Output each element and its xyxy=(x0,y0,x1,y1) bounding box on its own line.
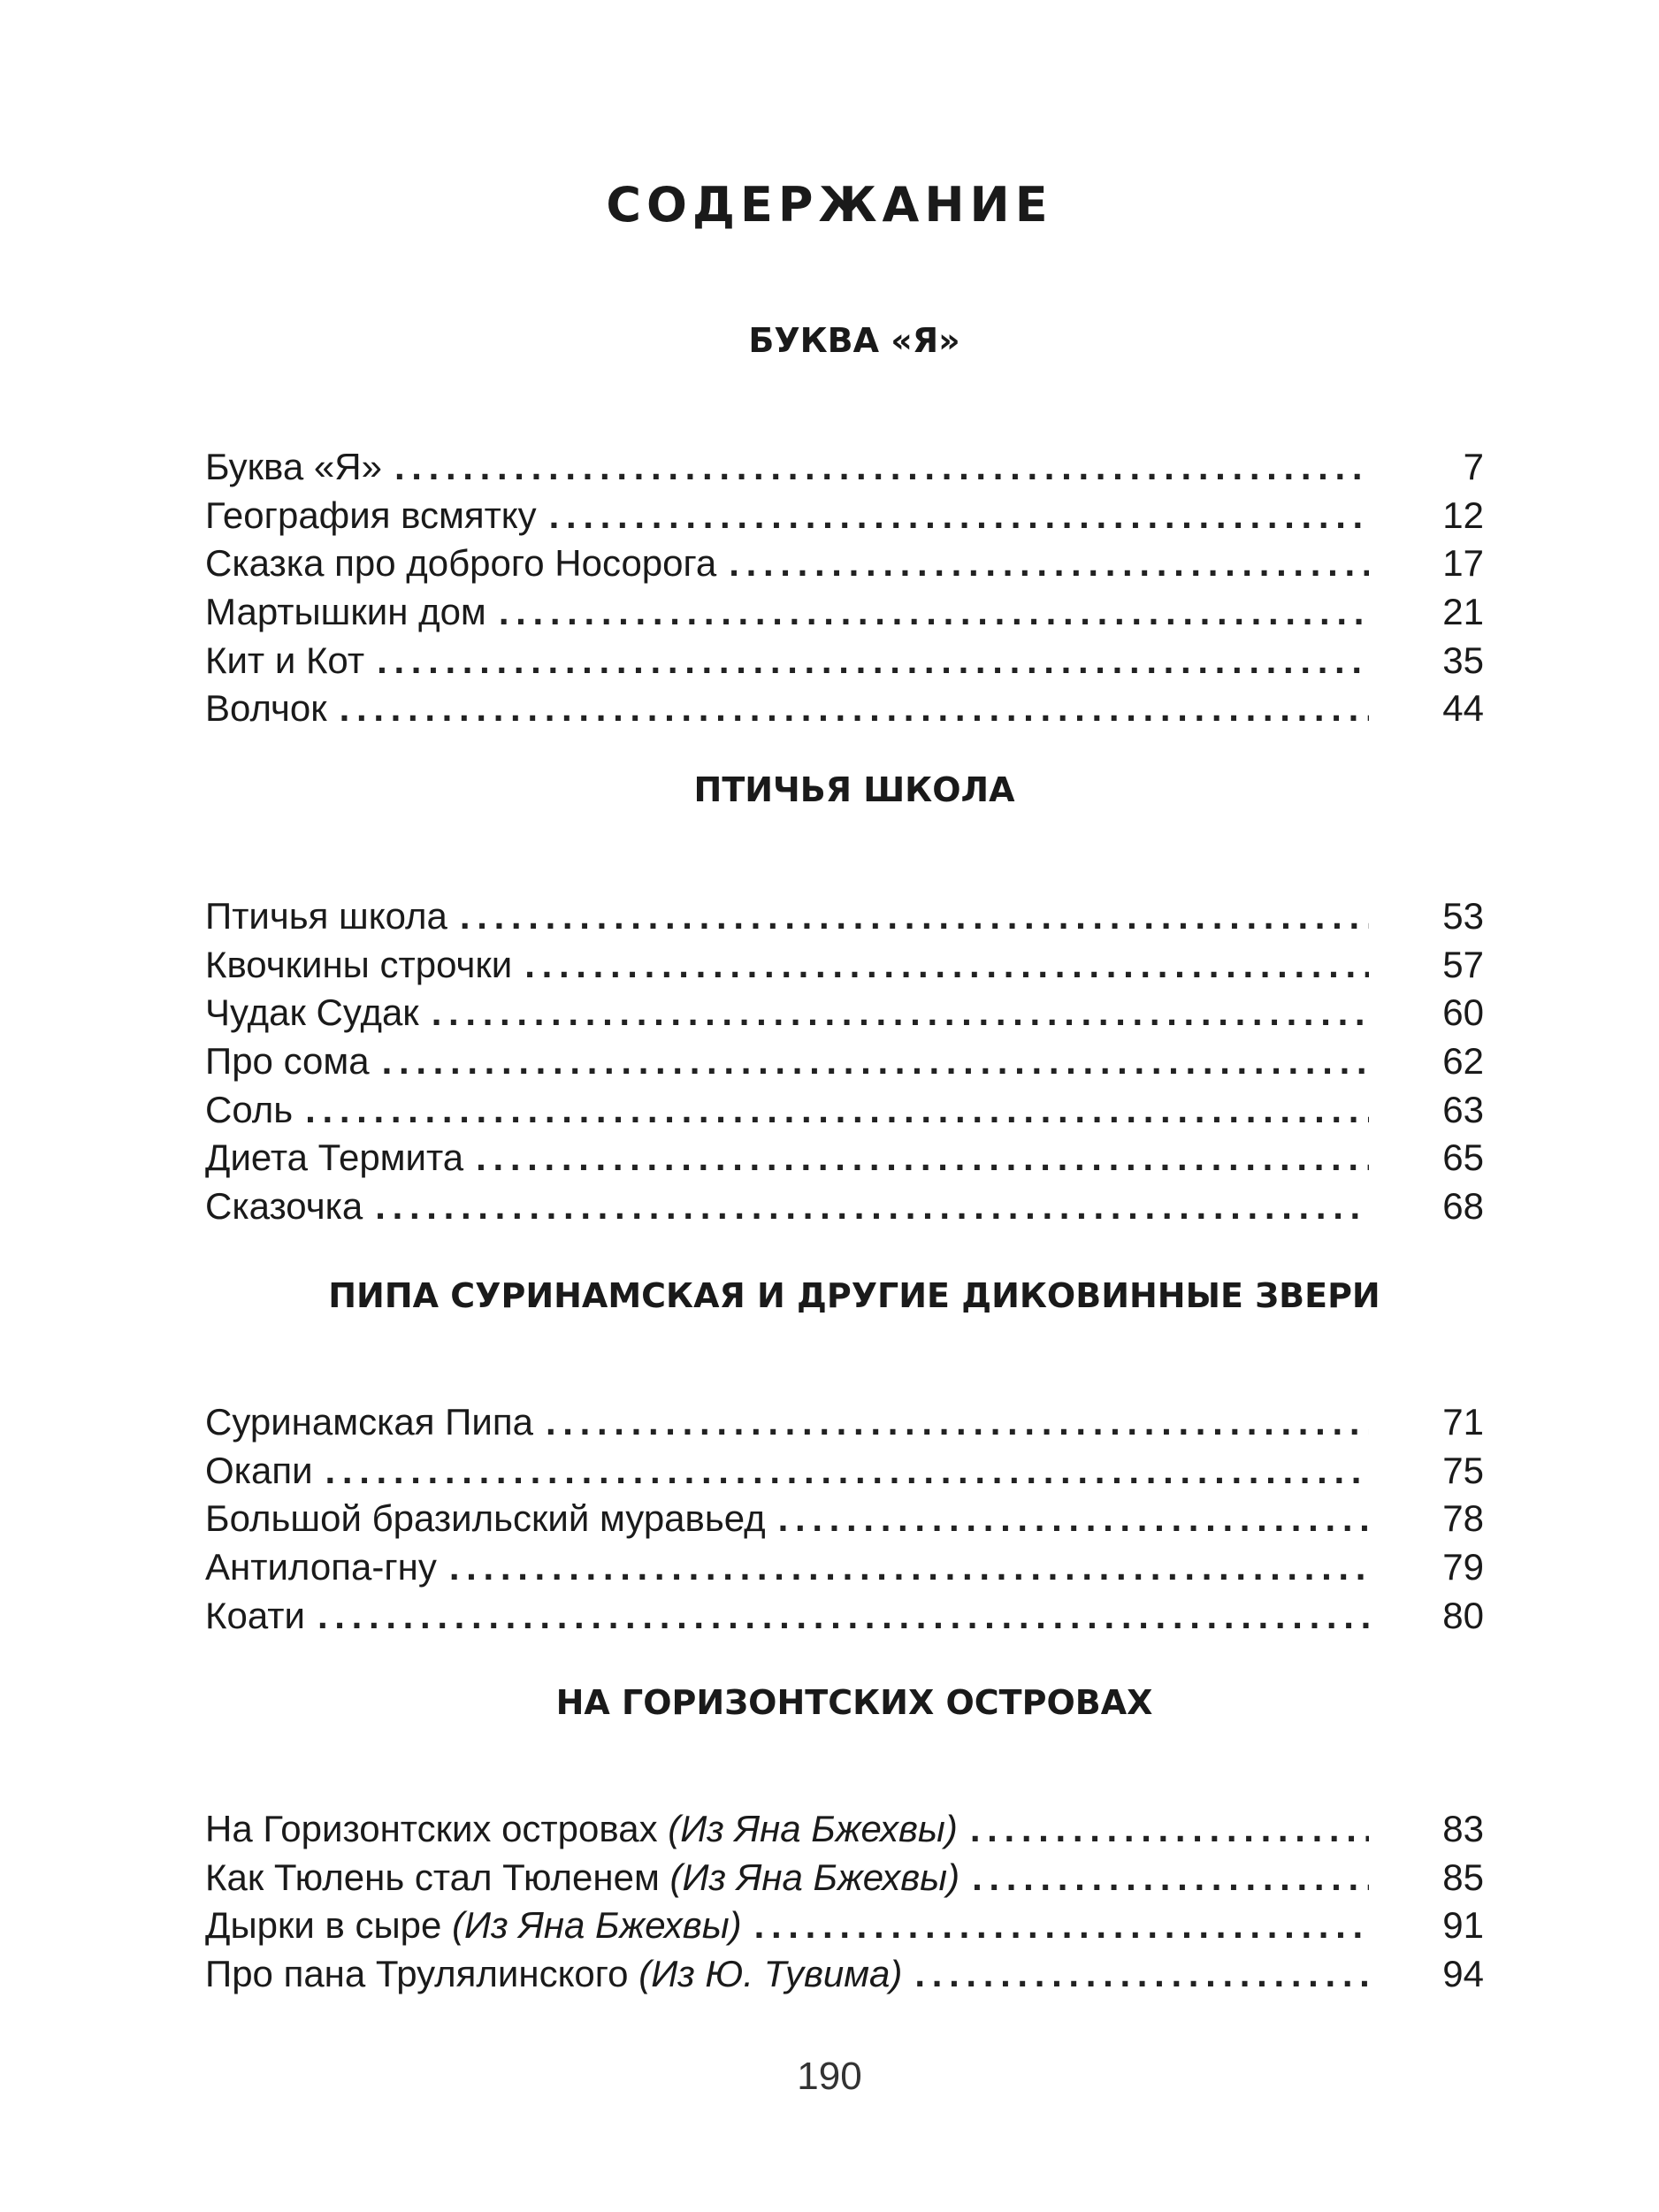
entry-title xyxy=(205,1447,325,1496)
toc-entry xyxy=(205,637,1484,685)
toc-entry xyxy=(205,1398,1484,1447)
entry-title xyxy=(205,989,432,1037)
toc-entry xyxy=(205,1543,1484,1592)
entry-page-number: 60 xyxy=(1442,991,1484,1034)
dot-leader xyxy=(340,685,1369,733)
entry-title-text: На Горизонтских островах xyxy=(205,1808,658,1849)
toc-entry xyxy=(205,989,1484,1037)
toc-entry xyxy=(205,443,1484,492)
section-heading: НА ГОРИЗОНТСКИХ ОСТРОВАХ xyxy=(555,1683,1153,1722)
entry-title-text: Птичья школа xyxy=(205,895,447,937)
toc-section xyxy=(205,1676,1484,1999)
toc-entry xyxy=(205,685,1484,733)
dot-leader xyxy=(317,1592,1369,1641)
entry-title-text: Диета Термита xyxy=(205,1137,464,1179)
entry-title xyxy=(205,1950,914,1999)
entry-page-number: 75 xyxy=(1442,1449,1484,1491)
entry-title xyxy=(205,685,340,733)
dot-leader xyxy=(970,1805,1369,1854)
page-number: 190 xyxy=(797,2055,862,2098)
entry-page-number: 21 xyxy=(1442,591,1484,633)
entry-page-number: 71 xyxy=(1442,1401,1484,1443)
toc-list xyxy=(205,892,1484,1231)
toc-section xyxy=(205,314,1484,733)
entry-title-text: География всмятку xyxy=(205,494,537,536)
entry-title xyxy=(205,540,729,588)
dot-leader xyxy=(778,1495,1369,1543)
entry-title-text: Как Тюлень стал Тюленем xyxy=(205,1856,660,1898)
toc-entry xyxy=(205,1805,1484,1854)
dot-leader xyxy=(972,1854,1369,1902)
entry-title xyxy=(205,1134,476,1183)
toc-list xyxy=(205,443,1484,733)
entry-title-text: Соль xyxy=(205,1088,294,1130)
entry-title-text: Кит и Кот xyxy=(205,639,365,681)
entry-title xyxy=(205,1902,754,1950)
entry-title xyxy=(205,588,499,637)
toc-entry xyxy=(205,941,1484,990)
entry-title xyxy=(205,1805,970,1854)
entry-page-number: 65 xyxy=(1442,1137,1484,1179)
section-heading: ПТИЧЬЯ ШКОЛА xyxy=(693,770,1015,809)
entry-page-number: 53 xyxy=(1442,895,1484,937)
toc-entry xyxy=(205,1037,1484,1086)
entry-page-number: 35 xyxy=(1442,639,1484,681)
entry-page-number: 57 xyxy=(1442,943,1484,985)
entry-title xyxy=(205,492,549,540)
entry-title xyxy=(205,1592,317,1641)
entry-title-text: Коати xyxy=(205,1594,305,1636)
toc-entry xyxy=(205,492,1484,540)
toc-list xyxy=(205,1805,1484,1999)
entry-title xyxy=(205,1854,972,1902)
dot-leader xyxy=(375,1183,1369,1231)
dot-leader xyxy=(524,941,1369,990)
entry-title-text: Про пана Трулялинского xyxy=(205,1953,629,1995)
entry-page-number: 62 xyxy=(1442,1040,1484,1083)
entry-page-number: 12 xyxy=(1442,494,1484,536)
entry-title xyxy=(205,443,394,492)
entry-title xyxy=(205,637,377,685)
toc-section xyxy=(205,763,1484,1231)
dot-leader xyxy=(499,588,1369,637)
dot-leader xyxy=(325,1447,1369,1496)
entry-author-note: (Из Яна Бжехвы) xyxy=(668,1808,958,1849)
entry-page-number: 94 xyxy=(1442,1953,1484,1995)
entry-page-number: 91 xyxy=(1442,1904,1484,1947)
toc-section xyxy=(205,1269,1484,1640)
dot-leader xyxy=(546,1398,1369,1447)
toc-entry xyxy=(205,1854,1484,1902)
entry-title-text: Большой бразильский муравьед xyxy=(205,1497,766,1540)
entry-author-note: (Из Яна Бжехвы) xyxy=(452,1904,742,1947)
toc-entry xyxy=(205,1592,1484,1641)
dot-leader xyxy=(305,1086,1369,1135)
toc-entry xyxy=(205,588,1484,637)
toc-entry xyxy=(205,1183,1484,1231)
entry-page-number: 17 xyxy=(1442,542,1484,585)
dot-leader xyxy=(914,1950,1369,1999)
entry-page-number: 44 xyxy=(1442,687,1484,730)
dot-leader xyxy=(382,1037,1369,1086)
section-heading: БУКВА «Я» xyxy=(748,321,960,360)
toc-entry xyxy=(205,1086,1484,1135)
entry-title-text: Квочкины строчки xyxy=(205,943,513,985)
entry-title-text: Дырки в сыре xyxy=(205,1904,442,1947)
toc-entry xyxy=(205,1134,1484,1183)
toc-entry xyxy=(205,1495,1484,1543)
entry-title-text: Сказочка xyxy=(205,1185,363,1228)
entry-title xyxy=(205,941,524,990)
toc-entry xyxy=(205,892,1484,941)
toc-entry xyxy=(205,1447,1484,1496)
entry-page-number: 85 xyxy=(1442,1856,1484,1898)
entry-title xyxy=(205,1086,305,1135)
entry-title xyxy=(205,892,460,941)
entry-page-number: 79 xyxy=(1442,1546,1484,1588)
dot-leader xyxy=(394,443,1369,492)
page-title: СОДЕРЖАНИЕ xyxy=(606,177,1053,233)
entry-title-text: Антилопа-гну xyxy=(205,1546,437,1588)
entry-page-number: 83 xyxy=(1442,1808,1484,1849)
dot-leader xyxy=(460,892,1369,941)
entry-page-number: 80 xyxy=(1442,1594,1484,1636)
entry-title-text: Буква «Я» xyxy=(205,446,382,487)
entry-title-text: Мартышкин дом xyxy=(205,591,486,633)
entry-title-text: Про сома xyxy=(205,1040,370,1083)
dot-leader xyxy=(729,540,1369,588)
entry-title-text: Суринамская Пипа xyxy=(205,1401,533,1443)
entry-title-text: Чудак Судак xyxy=(205,991,419,1034)
entry-page-number: 63 xyxy=(1442,1088,1484,1130)
dot-leader xyxy=(449,1543,1369,1592)
dot-leader xyxy=(476,1134,1369,1183)
entry-title xyxy=(205,1183,375,1231)
entry-author-note: (Из Ю. Тувима) xyxy=(638,1953,903,1995)
dot-leader xyxy=(432,989,1369,1037)
entry-page-number: 78 xyxy=(1442,1497,1484,1540)
toc-entry xyxy=(205,1902,1484,1950)
entry-author-note: (Из Яна Бжехвы) xyxy=(669,1856,960,1898)
entry-title xyxy=(205,1543,449,1592)
section-heading: ПИПА СУРИНАМСКАЯ И ДРУГИЕ ДИКОВИННЫЕ ЗВЕРИ xyxy=(328,1276,1380,1315)
dot-leader xyxy=(754,1902,1369,1950)
entry-title-text: Окапи xyxy=(205,1449,313,1491)
entry-page-number: 7 xyxy=(1463,446,1484,487)
entry-title xyxy=(205,1495,778,1543)
entry-title xyxy=(205,1037,382,1086)
entry-title xyxy=(205,1398,546,1447)
entry-title-text: Сказка про доброго Носорога xyxy=(205,542,717,585)
toc-entry xyxy=(205,540,1484,588)
toc-entry xyxy=(205,1950,1484,1999)
entry-page-number: 68 xyxy=(1442,1185,1484,1228)
dot-leader xyxy=(377,637,1369,685)
dot-leader xyxy=(549,492,1369,540)
entry-title-text: Волчок xyxy=(205,687,327,730)
toc-list xyxy=(205,1398,1484,1640)
